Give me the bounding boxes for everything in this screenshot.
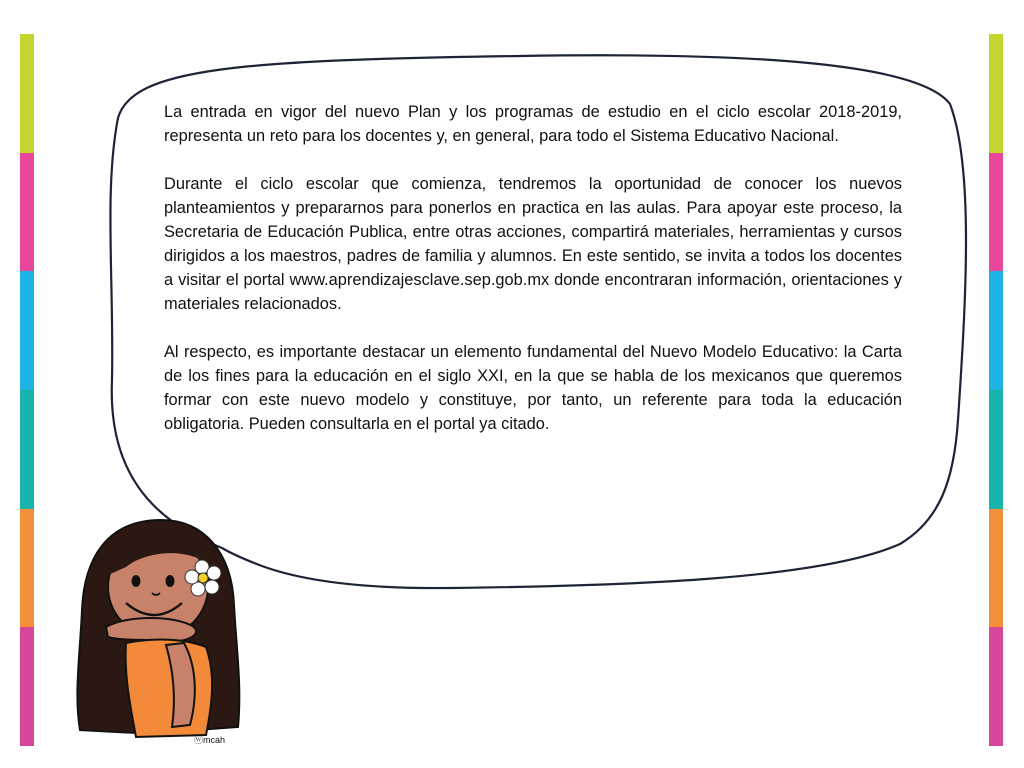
right-eye bbox=[166, 575, 175, 587]
paragraph-carta-fines: Al respecto, es importante destacar un elemento fundamental del Nuevo Modelo Educativo: la Carta de los fines para la educación en el siglo XXI, en la que se habla de los mexicanos que queremos formar con este nuevo modelo y constituye, por tanto, un referente para toda la educación obligatoria. Pueden consultarla en el portal ya citado. bbox=[164, 343, 902, 433]
girl-illustration-icon bbox=[66, 515, 256, 747]
hand-shape bbox=[106, 618, 196, 641]
paragraph-intro: La entrada en vigor del nuevo Plan y los programas de estudio en el ciclo escolar 2018-2019, representa un reto para los docentes y, en general, para todo el Sistema Educativo Nacional. bbox=[164, 103, 902, 145]
artist-signature: ⓦmcah bbox=[194, 735, 226, 745]
bubble-text-block bbox=[164, 100, 902, 436]
paragraph-school-year: Durante el ciclo escolar que comienza, tendremos la oportunidad de conocer los nuevos planteamientos y prepararnos para ponerlos en practica en las aulas. Para apoyar este proceso, la Secretaria de Educación Publica, entre otras acciones, compartirá materiales, herramientas y cursos dirigidos a los maestros, padres de familia y alumnos. En este sentido, se invita a todos los docentes a visitar el portal www.aprendizajesclave.sep.gob.mx donde encontraran información, orientaciones y materiales relacionados. bbox=[164, 175, 902, 313]
left-eye bbox=[132, 575, 141, 587]
